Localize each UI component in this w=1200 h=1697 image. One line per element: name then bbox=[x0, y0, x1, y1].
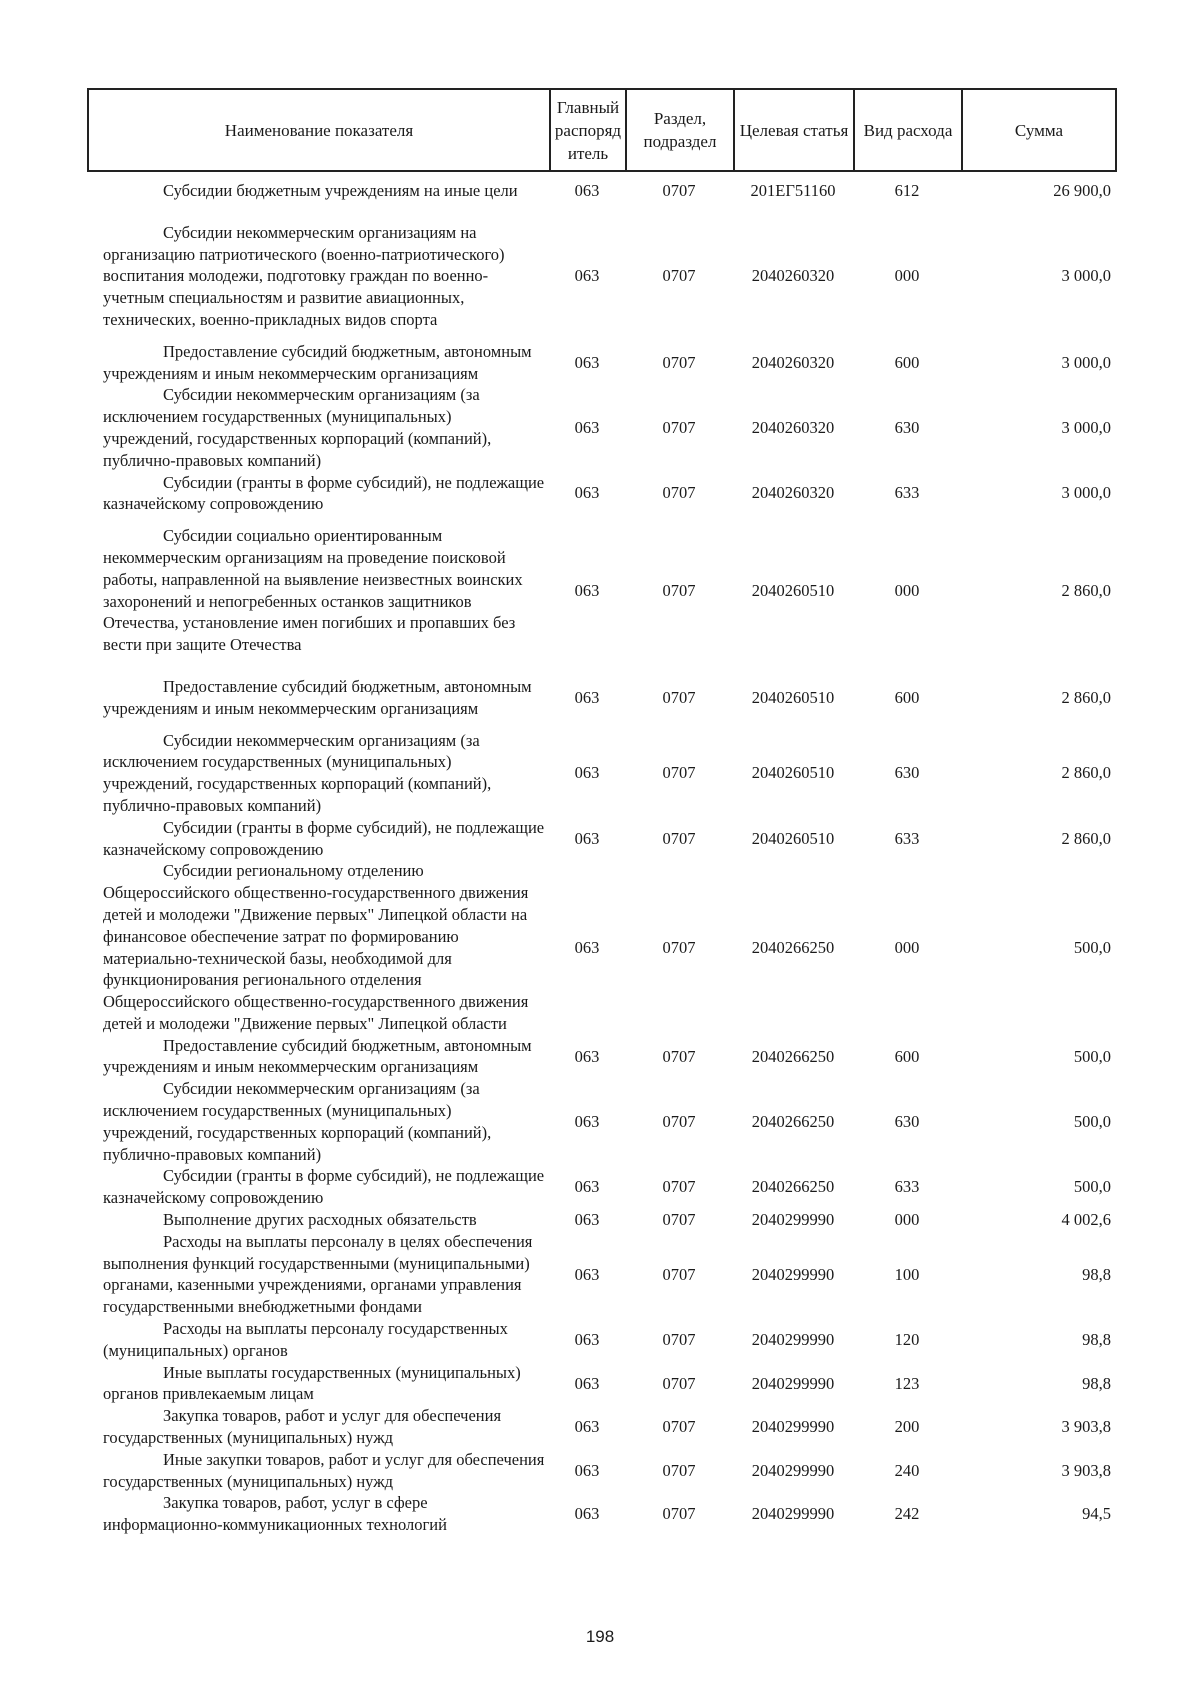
row-section: 0707 bbox=[662, 266, 696, 286]
row-sum: 98,8 bbox=[1082, 1329, 1111, 1349]
table-row bbox=[87, 730, 1115, 817]
row-sum: 500,0 bbox=[1073, 937, 1111, 957]
table-row bbox=[87, 212, 1115, 341]
row-kind: 120 bbox=[894, 1329, 920, 1349]
row-target: 2040260510 bbox=[751, 687, 835, 707]
row-section: 0707 bbox=[662, 1417, 696, 1437]
row-target: 2040260510 bbox=[751, 828, 835, 848]
row-name: Субсидии бюджетным учреждениям на иные цели bbox=[163, 181, 518, 200]
table-header bbox=[87, 88, 1117, 172]
header-admin: Главный распоряд итель bbox=[550, 89, 626, 171]
row-name: Закупка товаров, работ и услуг для обеспечения государственных (муниципальных) нужд bbox=[103, 1406, 502, 1448]
row-admin: 063 bbox=[574, 352, 600, 372]
row-admin: 063 bbox=[574, 266, 600, 286]
row-sum: 500,0 bbox=[1073, 1177, 1111, 1197]
row-target: 2040299990 bbox=[751, 1504, 835, 1524]
table-row bbox=[87, 1362, 1115, 1406]
row-admin: 063 bbox=[574, 1417, 600, 1437]
row-section: 0707 bbox=[662, 937, 696, 957]
header-kind: Вид расхода bbox=[854, 89, 962, 171]
row-target: 2040299990 bbox=[751, 1460, 835, 1480]
row-sum: 3 903,8 bbox=[1061, 1460, 1111, 1480]
table-row bbox=[87, 666, 1115, 730]
row-target: 2040266250 bbox=[751, 1111, 835, 1131]
row-sum: 500,0 bbox=[1073, 1046, 1111, 1066]
row-kind: 630 bbox=[894, 418, 920, 438]
row-target: 2040260320 bbox=[751, 483, 835, 503]
row-admin: 063 bbox=[574, 580, 600, 600]
row-target: 2040299990 bbox=[751, 1329, 835, 1349]
row-name: Субсидии некоммерческим организациям (за исключением государственных (муниципальных) учреждений, государственных корпораций (компаний), публично-правовых компаний) bbox=[103, 1079, 492, 1164]
budget-table bbox=[87, 170, 1115, 1536]
row-sum: 98,8 bbox=[1082, 1373, 1111, 1393]
table-row bbox=[87, 472, 1115, 516]
row-sum: 3 000,0 bbox=[1061, 352, 1111, 372]
row-section: 0707 bbox=[662, 828, 696, 848]
row-kind: 242 bbox=[894, 1504, 920, 1524]
row-target: 2040299990 bbox=[751, 1264, 835, 1284]
row-sum: 3 903,8 bbox=[1061, 1417, 1111, 1437]
row-target: 2040299990 bbox=[751, 1210, 835, 1230]
row-sum: 98,8 bbox=[1082, 1264, 1111, 1284]
row-admin: 063 bbox=[574, 181, 600, 200]
row-target: 2040260510 bbox=[751, 580, 835, 600]
row-sum: 4 002,6 bbox=[1061, 1210, 1111, 1230]
header-sum: Сумма bbox=[962, 89, 1116, 171]
table-row bbox=[87, 384, 1115, 471]
table-row bbox=[87, 341, 1115, 385]
table-row bbox=[87, 170, 1115, 212]
row-admin: 063 bbox=[574, 1210, 600, 1230]
row-name: Иные закупки товаров, работ и услуг для обеспечения государственных (муниципальных) нужд bbox=[103, 1449, 545, 1491]
table-row bbox=[87, 1209, 1115, 1231]
row-target: 2040266250 bbox=[751, 937, 835, 957]
row-admin: 063 bbox=[574, 1264, 600, 1284]
row-section: 0707 bbox=[662, 1210, 696, 1230]
table-row bbox=[87, 1078, 1115, 1165]
row-name: Субсидии социально ориентированным некоммерческим организациям на проведение поисковой работы, направленной на выявление неизвестных воинских захоронений и непогребенных останков защитников Отечества, установление имен погибших и пропавших без вести при защите Отечества bbox=[103, 526, 523, 655]
row-sum: 3 000,0 bbox=[1061, 418, 1111, 438]
row-section: 0707 bbox=[662, 1460, 696, 1480]
row-name: Субсидии (гранты в форме субсидий), не подлежащие казначейскому сопровождению bbox=[103, 817, 545, 859]
table-row bbox=[87, 817, 1115, 861]
table-row bbox=[87, 1405, 1115, 1449]
table-row bbox=[87, 1318, 1115, 1362]
row-kind: 612 bbox=[894, 181, 920, 200]
row-sum: 2 860,0 bbox=[1061, 763, 1111, 783]
row-kind: 000 bbox=[894, 1210, 920, 1230]
row-section: 0707 bbox=[662, 483, 696, 503]
row-name: Закупка товаров, работ, услуг в сфере информационно-коммуникационных технологий bbox=[103, 1493, 447, 1535]
row-name: Субсидии некоммерческим организациям (за исключением государственных (муниципальных) учреждений, государственных корпораций (компаний), публично-правовых компаний) bbox=[103, 730, 492, 815]
row-sum: 500,0 bbox=[1073, 1111, 1111, 1131]
header-name: Наименование показателя bbox=[88, 89, 550, 171]
row-sum: 94,5 bbox=[1082, 1504, 1111, 1524]
header-section: Раздел, подраздел bbox=[626, 89, 734, 171]
row-section: 0707 bbox=[662, 418, 696, 438]
row-target: 2040260320 bbox=[751, 418, 835, 438]
row-name: Иные выплаты государственных (муниципальных) органов привлекаемым лицам bbox=[103, 1362, 521, 1404]
row-section: 0707 bbox=[662, 1264, 696, 1284]
row-section: 0707 bbox=[662, 1504, 696, 1524]
row-kind: 600 bbox=[894, 1046, 920, 1066]
row-sum: 26 900,0 bbox=[1053, 181, 1111, 200]
row-sum: 2 860,0 bbox=[1061, 580, 1111, 600]
row-target: 2040260320 bbox=[751, 266, 835, 286]
row-section: 0707 bbox=[662, 1373, 696, 1393]
row-admin: 063 bbox=[574, 687, 600, 707]
row-kind: 100 bbox=[894, 1264, 920, 1284]
table-row bbox=[87, 1035, 1115, 1079]
row-kind: 633 bbox=[894, 828, 920, 848]
table-row bbox=[87, 1492, 1115, 1536]
row-kind: 240 bbox=[894, 1460, 920, 1480]
table-row bbox=[87, 515, 1115, 666]
row-admin: 063 bbox=[574, 828, 600, 848]
row-target: 2040266250 bbox=[751, 1046, 835, 1066]
row-admin: 063 bbox=[574, 763, 600, 783]
row-admin: 063 bbox=[574, 1504, 600, 1524]
row-name: Расходы на выплаты персоналу государственных (муниципальных) органов bbox=[103, 1319, 508, 1360]
row-section: 0707 bbox=[662, 352, 696, 372]
row-section: 0707 bbox=[662, 763, 696, 783]
row-sum: 2 860,0 bbox=[1061, 828, 1111, 848]
row-target: 2040299990 bbox=[751, 1373, 835, 1393]
row-sum: 2 860,0 bbox=[1061, 687, 1111, 707]
table-row bbox=[87, 1165, 1115, 1209]
row-target: 2040266250 bbox=[751, 1177, 835, 1197]
row-section: 0707 bbox=[662, 1329, 696, 1349]
row-kind: 600 bbox=[894, 352, 920, 372]
row-name: Субсидии (гранты в форме субсидий), не подлежащие казначейскому сопровождению bbox=[103, 472, 545, 514]
row-name: Субсидии (гранты в форме субсидий), не подлежащие казначейскому сопровождению bbox=[103, 1166, 545, 1208]
row-name: Субсидии региональному отделению Общероссийского общественно-государственного движения детей и молодежи "Движение первых" Липецкой области на финансовое обеспечение затрат по формированию материально-технической базы, необходимой для функционирования регионального отделения Общероссийского общественно-государственного движения детей и молодежи "Движение первых" Липецкой области bbox=[103, 861, 529, 1033]
row-admin: 063 bbox=[574, 1460, 600, 1480]
row-target: 2040260510 bbox=[751, 763, 835, 783]
row-kind: 200 bbox=[894, 1417, 920, 1437]
row-target: 2040260320 bbox=[751, 352, 835, 372]
row-kind: 000 bbox=[894, 266, 920, 286]
row-name: Предоставление субсидий бюджетным, автономным учреждениям и иным некоммерческим организациям bbox=[103, 341, 532, 383]
row-name: Расходы на выплаты персоналу в целях обеспечения выполнения функций государственными (муниципальными) органами, казенными учреждениями, органами управления государственными внебюджетными фондами bbox=[103, 1231, 533, 1317]
row-section: 0707 bbox=[662, 1046, 696, 1066]
row-name: Субсидии некоммерческим организациям на организацию патриотического (военно-патриотического) воспитания молодежи, подготовку граждан по военно-учетным специальностям и развитие авиационных, технических, военно-прикладных видов спорта bbox=[103, 222, 505, 329]
row-admin: 063 bbox=[574, 1046, 600, 1066]
row-kind: 630 bbox=[894, 1111, 920, 1131]
row-admin: 063 bbox=[574, 1111, 600, 1131]
row-kind: 000 bbox=[894, 580, 920, 600]
row-admin: 063 bbox=[574, 483, 600, 503]
row-section: 0707 bbox=[662, 1177, 696, 1197]
row-admin: 063 bbox=[574, 937, 600, 957]
row-admin: 063 bbox=[574, 1373, 600, 1393]
row-name: Предоставление субсидий бюджетным, автономным учреждениям и иным некоммерческим организациям bbox=[103, 676, 532, 718]
row-name: Предоставление субсидий бюджетным, автономным учреждениям и иным некоммерческим организациям bbox=[103, 1035, 532, 1077]
row-name: Выполнение других расходных обязательств bbox=[163, 1210, 477, 1230]
row-kind: 630 bbox=[894, 763, 920, 783]
row-kind: 633 bbox=[894, 1177, 920, 1197]
row-section: 0707 bbox=[662, 687, 696, 707]
table-row bbox=[87, 860, 1115, 1034]
table-row bbox=[87, 1231, 1115, 1318]
row-sum: 3 000,0 bbox=[1061, 266, 1111, 286]
row-kind: 000 bbox=[894, 937, 920, 957]
page-number: 198 bbox=[585, 1627, 615, 1646]
row-admin: 063 bbox=[574, 1177, 600, 1197]
row-target: 2040299990 bbox=[751, 1417, 835, 1437]
row-admin: 063 bbox=[574, 418, 600, 438]
row-kind: 633 bbox=[894, 483, 920, 503]
row-admin: 063 bbox=[574, 1329, 600, 1349]
header-target: Целевая статья bbox=[734, 89, 854, 171]
row-kind: 123 bbox=[894, 1373, 920, 1393]
row-kind: 600 bbox=[894, 687, 920, 707]
row-section: 0707 bbox=[662, 580, 696, 600]
row-name: Субсидии некоммерческим организациям (за исключением государственных (муниципальных) учреждений, государственных корпораций (компаний), публично-правовых компаний) bbox=[103, 385, 492, 470]
table-row bbox=[87, 1449, 1115, 1493]
row-section: 0707 bbox=[662, 1111, 696, 1131]
row-sum: 3 000,0 bbox=[1061, 483, 1111, 503]
row-target: 201ЕГ51160 bbox=[750, 181, 836, 200]
row-section: 0707 bbox=[662, 181, 696, 200]
